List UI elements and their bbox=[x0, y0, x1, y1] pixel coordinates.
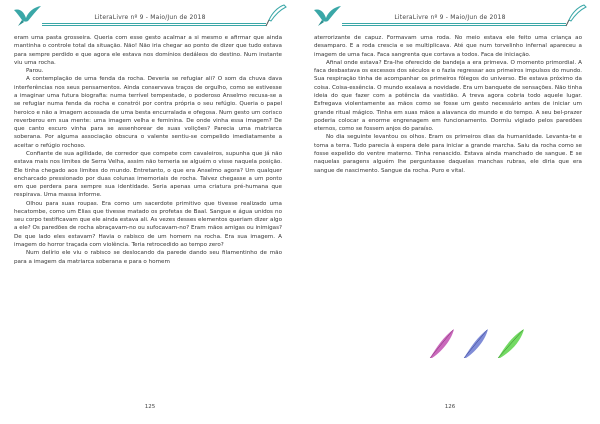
feather-green-icon bbox=[498, 329, 524, 358]
paragraph: Olhou para suas roupas. Era como um sacerdote primitivo que tivesse realizado uma hecatombe, como um Elias que tivesse matado os profetas de Baal. Sangue e água unidos no seu corpo testificavam que ele ainda estava ali. As vezes desses elementos queriam dizer algo a ele? Os paredões de rocha abraçavam-no ou sufocavam-no? Eram mãos amigas ou inimigas? De que lado eles estavam? Havia o rabisco de um homem na rocha. Era sua imagem. A imagem do horror traçada com violência. Teria retrocedido ao tempo zero? bbox=[14, 200, 282, 249]
body-text bbox=[14, 34, 282, 266]
page-header bbox=[312, 4, 588, 30]
feather-blue-icon bbox=[464, 329, 488, 358]
journal-title: LiteraLivre nº 9 - Maio/Jun de 2018 bbox=[394, 14, 506, 21]
quill-pen-icon bbox=[562, 4, 588, 28]
page-number: 126 bbox=[444, 404, 456, 410]
paragraph: eram uma pasta grosseira. Queria com esse gesto acalmar a si mesmo e afirmar que ainda mantinha o controle total da situação. Não! Não iria chegar ao ponto de dizer que tudo estava para sempre perdido e que agora ele estava nos domínios dedáleos do destino. Num instante viu uma rocha. bbox=[14, 35, 282, 66]
journal-title: LiteraLivre nº 9 - Maio/Jun de 2018 bbox=[94, 14, 206, 21]
page-number: 125 bbox=[144, 404, 156, 410]
paragraph: Parou. bbox=[26, 68, 44, 75]
header-rule bbox=[42, 23, 266, 24]
paragraph: No dia seguinte levantou os olhos. Eram os primeiros dias da humanidade. Levanta-te e toma a terra. Tudo parecia à espera dele para iniciar a grande marcha. Saiu da rocha como se fosse expelido do ventre materno. Tinha renascido. Estava ainda manchado de sangue. E se naquelas paragens alguém lhe perguntasse daquelas manchas rubras, ele diria que era sangue de nascimento. Sangue da rocha. Puro e vital. bbox=[314, 134, 582, 174]
paragraph: A contemplação de uma fenda da rocha. Deveria se refugiar ali? O som da chuva dava interferências nos seus pensamentos. Ainda conservava traços de orgulho, como se estivesse a imaginar uma futura biografia: numa terrível tempestade, o poderoso Anselmo recusa-se a se refugiar numa fenda da rocha e constrói por contra própria o seu refúgio. Queria o papel heroico e não a imagem acossada de uma besta encurralada e ofegosa. Num gesto um corisco reverberou em sua mente: uma imagem velha e feminina. De onde vinha essa imagem? De que canto escuro vinha para se assenhorear de suas volições? Parecia uma matriarca soberana. Por alguma associação obscura o valente sentiu-se compelido imediatamente a aceitar o refúgio rochoso. bbox=[14, 76, 282, 149]
page-header bbox=[12, 4, 288, 30]
header-rule bbox=[342, 25, 566, 26]
header-rule bbox=[42, 25, 266, 26]
paragraph: Num delírio ele viu o rabisco se deslocando da parede dando seu filamentinho de mão para a imagem da matriarca soberana e para o homem bbox=[14, 250, 282, 265]
quill-pen-icon bbox=[262, 4, 288, 28]
right-page bbox=[300, 0, 600, 424]
paragraph: Confiante de sua agilidade, de corredor que compete com cavaleiros, supunha que já não estava mais nos limites de Serra Velha, assim não temeria se alguém o visse naquela posição. Ele tinha chegado aos limites do mundo. Entretanto, o que era Anselmo agora? Um qualquer encharcado pressionado por duas colunas imemoriais de rocha. Talvez chegasse a um ponto em que perdera para sempre sua identidade. Seria apenas uma criatura pré-humana que respirava. Uma massa informe. bbox=[14, 150, 282, 199]
paragraph: aterrorizante de capuz. Formavam uma roda. No meio estava ele feito uma criança ao desamparo. E a roda crescia e se multiplicava. Até que num torvelinho infernal apareceu a imagem de uma faca. Faca sangrenta que cortava a todos. Faca de iniciação. bbox=[314, 35, 582, 58]
feather-pink-icon bbox=[430, 329, 454, 358]
feathers-illustration bbox=[426, 326, 530, 360]
header-rule bbox=[342, 23, 566, 24]
paragraph: Afinal onde estava? Era-lhe oferecido de bandeja a era primeva. O momento primordial. A faca desbastava os excessos dos séculos e o fazia regressar aos primeiros impulsos do mundo. Sua respiração tinha de acompanhar os primeiros fôlegos do universo. Ele estava próximo da coisa. Coisa-essência. O mundo exalava a novidade. Era um banquete de sensações. Não tinha ideia do que fazer com a potência da vastidão. A treva agora cobria todo aquele lugar. Esfregava violentamente as mãos como se fosse um gesto necessário antes de iniciar um grande ritual mágico. Tinha em suas mãos a alavanca do mundo e do tempo. A seu bel-prazer poderia colocar a enorme engrenagem em funcionamento. Dormiu vigiado pelos paredões eternos, como se fossem anjos do paraíso. bbox=[314, 59, 582, 133]
body-text bbox=[314, 34, 582, 175]
